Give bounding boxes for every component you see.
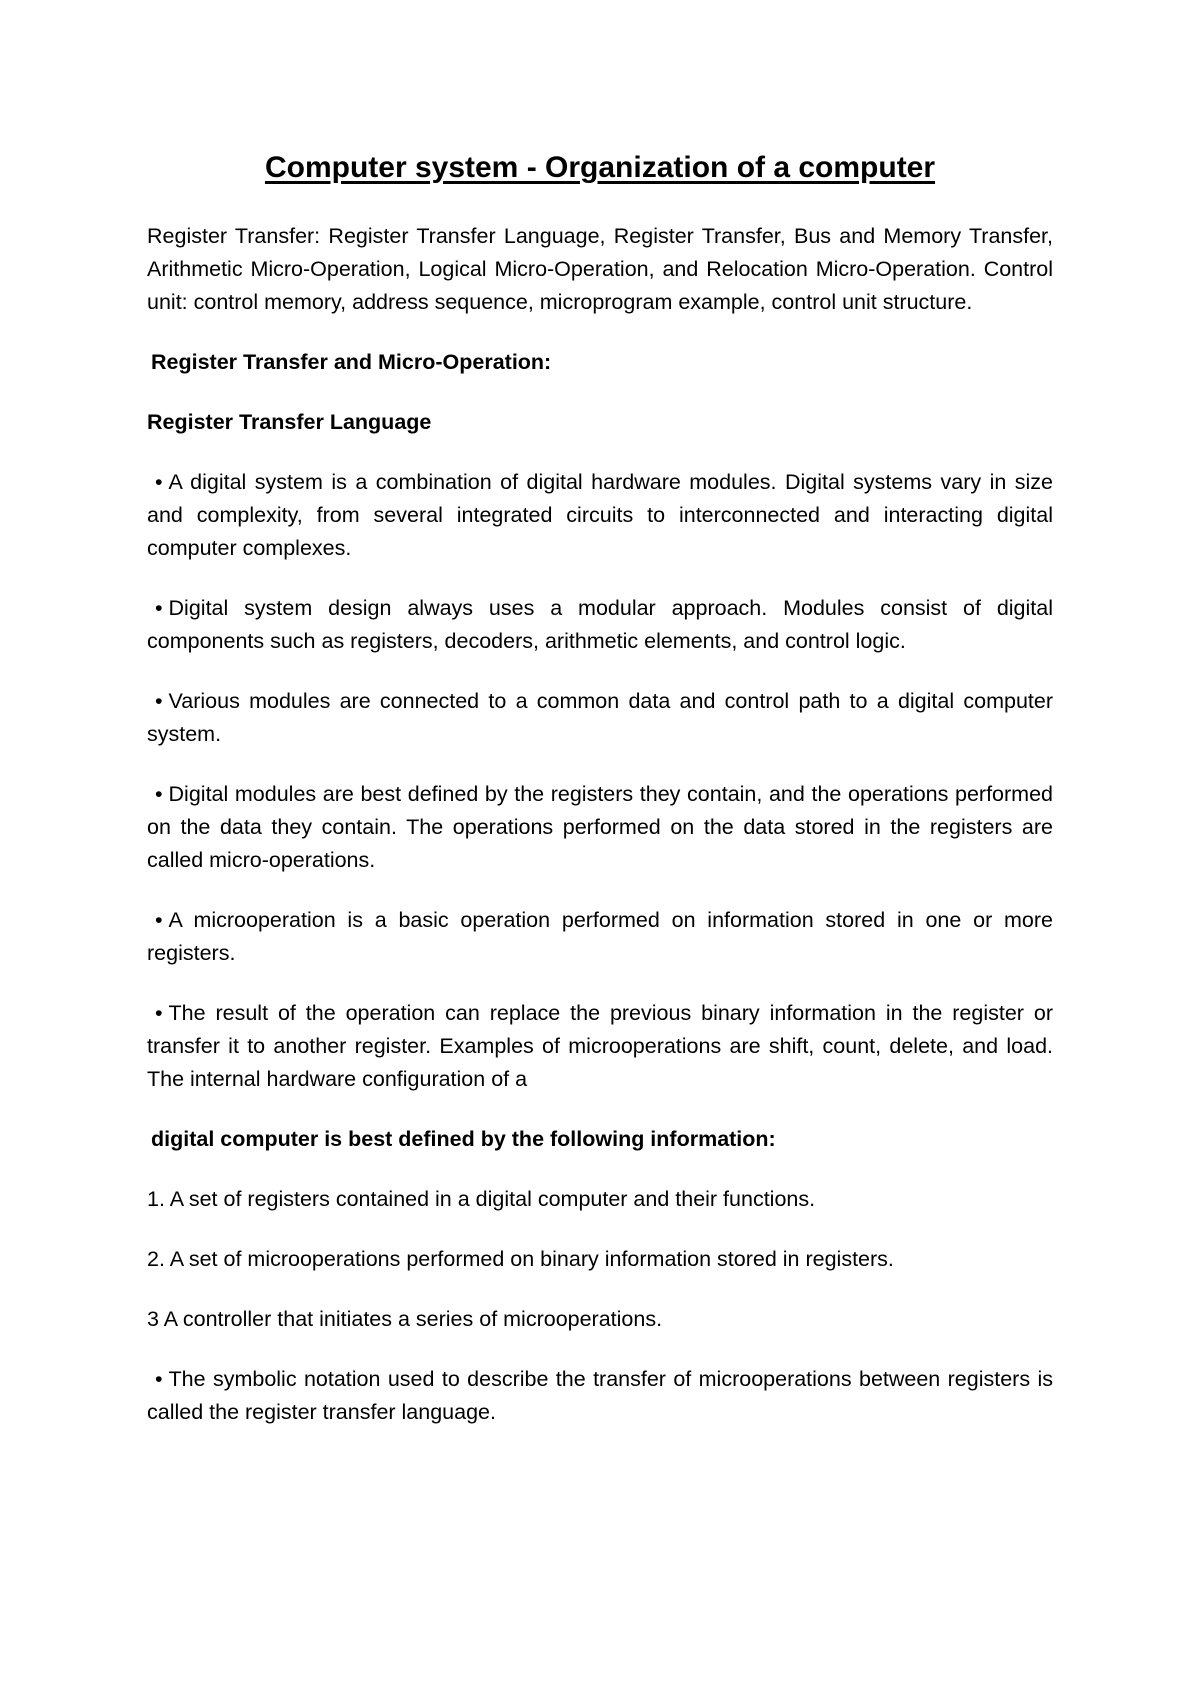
bullet-icon: • — [155, 596, 163, 620]
bullet-icon: • — [155, 470, 163, 494]
bullet-icon: • — [155, 689, 163, 713]
numbered-item-3: 3 A controller that initiates a series of microoperations. — [147, 1307, 663, 1331]
section-heading-register-transfer-micro-operation: Register Transfer and Micro-Operation: — [151, 350, 552, 374]
bullet-item — [147, 904, 1053, 970]
bullet-item — [147, 466, 1053, 565]
bullet-text: Various modules are connected to a common data and control path to a digital computer system. — [147, 689, 1053, 746]
numbered-item-2: 2. A set of microoperations performed on binary information stored in registers. — [147, 1247, 894, 1271]
bullet-text: Digital modules are best defined by the registers they contain, and the operations performed on the data they contain. The operations performed on the data stored in the registers are called micro-operations. — [147, 782, 1053, 872]
bullet-text: Digital system design always uses a modular approach. Modules consist of digital components such as registers, decoders, arithmetic elements, and control logic. — [147, 596, 1053, 653]
bullet-item — [147, 592, 1053, 658]
bullet-icon: • — [155, 782, 163, 806]
bullet-text: The result of the operation can replace the previous binary information in the register or transfer it to another register. Examples of microoperations are shift, count, delete, and load. The internal hardware configuration of a — [147, 1001, 1053, 1091]
bullet-item — [147, 778, 1053, 877]
bullet-icon: • — [155, 1367, 163, 1391]
document-title: Computer system - Organization of a computer — [264, 151, 936, 184]
section-heading-digital-computer-definition: digital computer is best defined by the following information: — [151, 1127, 776, 1151]
bullet-item — [147, 997, 1053, 1096]
bullet-icon: • — [155, 908, 163, 932]
document-page — [147, 148, 1053, 1456]
bullet-text: The symbolic notation used to describe the transfer of microoperations between registers is called the register transfer language. — [147, 1367, 1053, 1424]
bullet-text: A digital system is a combination of digital hardware modules. Digital systems vary in size and complexity, from several integrated circuits to interconnected and interacting digital computer complexes. — [147, 470, 1053, 560]
subsection-heading-register-transfer-language: Register Transfer Language — [147, 410, 432, 434]
intro-paragraph: Register Transfer: Register Transfer Language, Register Transfer, Bus and Memory Transfer, Arithmetic Micro-Operation, Logical Micro-Operation, and Relocation Micro-Operation. Control unit: control memory, address sequence, microprogram example, control unit structure. — [147, 224, 1053, 314]
numbered-item-1: 1. A set of registers contained in a digital computer and their functions. — [147, 1187, 816, 1211]
bullet-item — [147, 685, 1053, 751]
bullet-text: A microoperation is a basic operation performed on information stored in one or more registers. — [147, 908, 1053, 965]
bullet-icon: • — [155, 1001, 163, 1025]
bullet-item-final — [147, 1363, 1053, 1429]
